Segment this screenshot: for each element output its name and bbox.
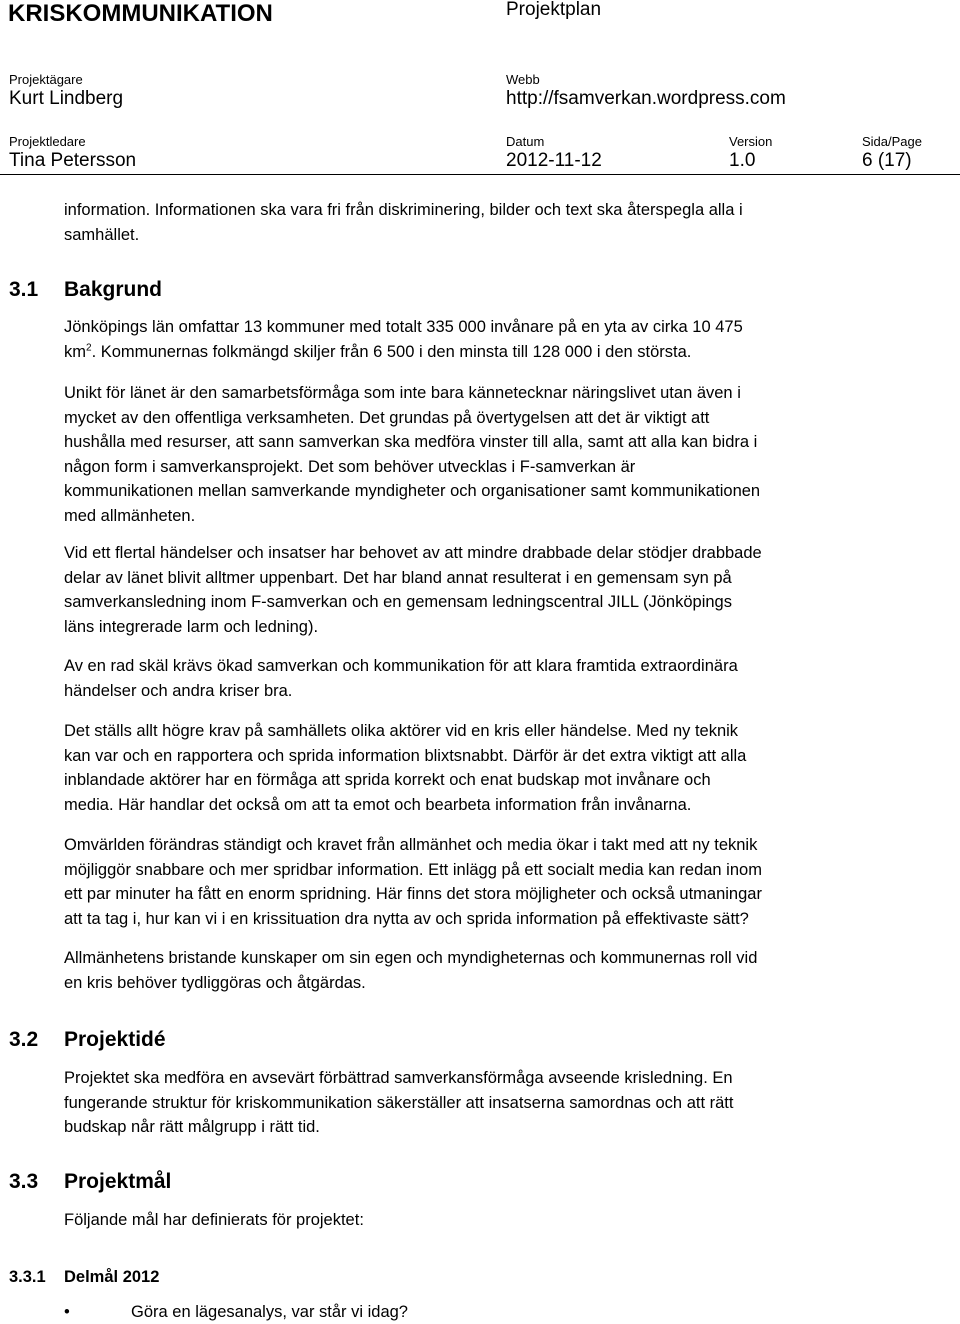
lead-label: Projektledare [9,134,86,149]
text-line: en kris behöver tydliggöras och åtgärdas. [64,973,366,992]
text-line: Följande mål har definierats för projektet: [64,1211,364,1229]
date-label: Datum [506,134,545,149]
text-line: Av en rad skäl krävs ökad samverkan och kommunikation för att klara framtida extraordinära [64,657,738,675]
text-line: läns integrerade larm och ledning). [64,617,319,636]
text-line: kan var och en rapportera och sprida information blixtsnabbt. Därför är det extra viktigt att alla [64,746,747,765]
text-line: ett par minuter ha fått en enorm spridning. Här finns det stora möjligheter och också utmaningar [64,885,762,903]
text-line: Det ställs allt högre krav på samhällets olika aktörer vid en kris eller händelse. Med ny teknik [64,722,739,740]
bullet-text: Göra en lägesanalys, var står vi idag? [131,1303,408,1321]
section-number: 3.1 [9,278,39,301]
version-value: 1.0 [729,150,756,171]
superscript: 2 [86,342,92,353]
text-line: delar av länet blivit alltmer uppenbart. Det har bland annat resulterat i en gemensam syn på [64,568,732,587]
web-link[interactable]: http://fsamverkan.wordpress.com [506,88,786,109]
text-line: samhället. [64,225,140,244]
text-line: Omvärlden förändras ständigt och kravet från allmänhet och media ökar i takt med att ny teknik [64,836,758,854]
paragraph [64,1208,864,1233]
header-divider [0,174,960,175]
text-line: mycket av den offentliga verksamheten. Det grundas på övertygelsen att det är viktigt att [64,408,710,427]
unit-km: km [64,342,86,361]
text-line: möjliggör snabbare och mer spridbar information. Ett inlägg på ett socialt media kan redan inom [64,860,762,879]
section-heading: Projektmål [64,1170,172,1193]
lead-value: Tina Petersson [9,150,137,171]
text-line: Projektet ska medföra en avsevärt förbättrad samverkansförmåga avseende krisledning. En [64,1069,733,1087]
text-line: någon form i samverkansprojekt. Det som behöver utvecklas i F-samverkan är [64,457,636,476]
paragraph [64,541,864,639]
text-line: med allmänheten. [64,506,196,525]
date-value: 2012-11-12 [506,150,602,171]
page-value: 6 (17) [862,150,912,171]
text-line: Allmänhetens bristande kunskaper om sin egen och myndigheternas och kommunernas roll vid [64,949,758,967]
section-heading: Projektidé [64,1028,166,1051]
page-label: Sida/Page [862,134,922,149]
text-line: händelser och andra kriser bra. [64,681,293,700]
paragraph [64,833,864,931]
paragraph [64,315,864,364]
text-rest: . Kommunernas folkmängd skiljer från 6 500 i den minsta till 128 000 i den största. [91,342,692,361]
intro-paragraph [64,198,864,247]
owner-value: Kurt Lindberg [9,88,124,109]
subsection-heading: Delmål 2012 [64,1268,160,1286]
text-line [64,340,864,365]
subsection-number: 3.3.1 [9,1268,46,1286]
text-line: Vid ett flertal händelser och insatser har behovet av att mindre drabbade delar stödjer drabbade [64,544,762,562]
paragraph [64,719,864,817]
paragraph [64,654,864,703]
text-line: information. Informationen ska vara fri från diskriminering, bilder och text ska återspegla alla i [64,201,743,219]
section-number: 3.2 [9,1028,39,1051]
document-title: KRISKOMMUNIKATION [8,0,273,27]
text-line: inblandade aktörer har en förmåga att sprida korrekt och enat budskap mot invånare och [64,771,711,789]
text-line: hushålla med resurser, att sann samverkan ska medföra vinster till alla, samt att alla kan bidra i [64,433,758,451]
text-line: media. Här handlar det också om att ta emot och bearbeta information från invånarna. [64,795,692,814]
text-line: kommunikationen mellan samverkande myndigheter och organisationer samt kommunikationen [64,482,761,500]
owner-label: Projektägare [9,72,83,87]
paragraph [64,381,864,528]
version-label: Version [729,134,773,149]
web-label: Webb [506,72,540,87]
text-line: att ta tag i, hur kan vi i en krissituation dra nytta av och sprida information på effektivaste sätt? [64,909,749,928]
text-line: samverkansledning inom F-samverkan och en gemensam ledningscentral JILL (Jönköpings [64,593,732,611]
text-line: Unikt för länet är den samarbetsförmåga som inte bara kännetecknar näringslivet utan även i [64,384,741,402]
text-line: budskap når rätt målgrupp i rätt tid. [64,1118,320,1136]
text-line: fungerande struktur för kriskommunikation säkerställer att insatserna samordnas och att rätt [64,1093,734,1112]
bullet-marker: • [64,1303,70,1321]
document-type: Projektplan [506,0,602,20]
section-number: 3.3 [9,1170,39,1193]
paragraph [64,1066,864,1140]
paragraph [64,946,864,995]
text-line: Jönköpings län omfattar 13 kommuner med totalt 335 000 invånare på en yta av cirka 10 475 [64,318,743,336]
section-heading: Bakgrund [64,278,163,301]
